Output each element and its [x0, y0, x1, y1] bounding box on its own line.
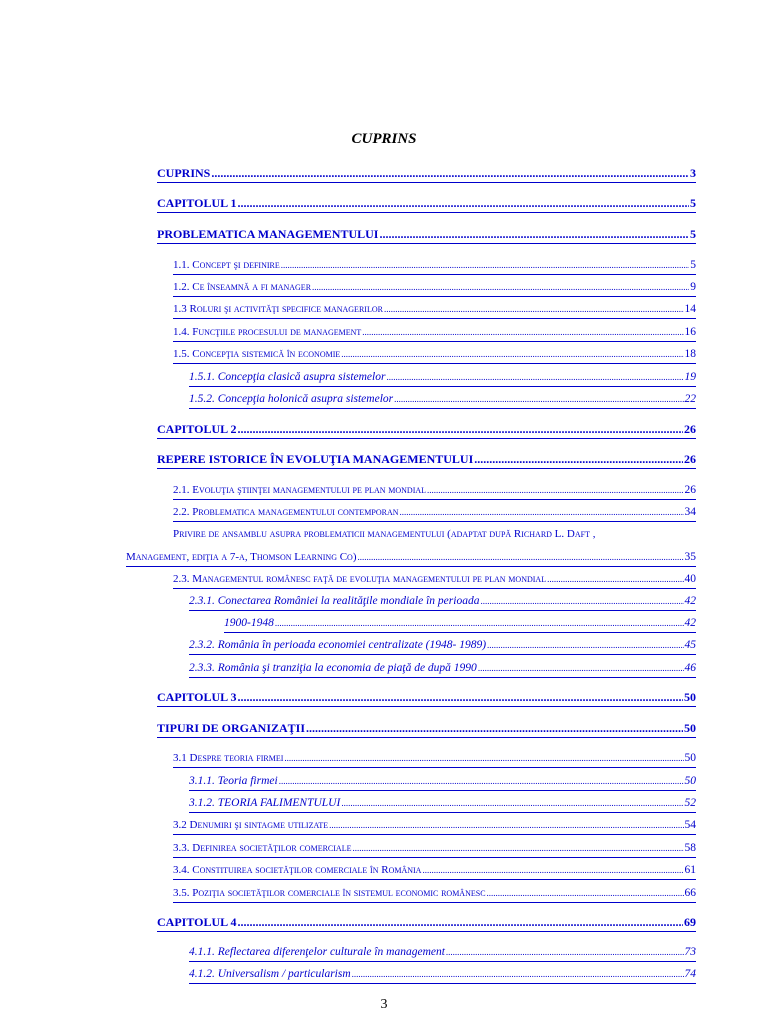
toc-entry-label: 3.3. Definirea societăţilor comerciale — [173, 842, 352, 854]
toc-entry-label: 3.4. Constituirea societăţilor comerciale în România — [173, 864, 422, 876]
toc-entry-label: 1.5. Concepţia sistemică în economie — [173, 348, 341, 360]
toc-entry-label: PROBLEMATICA MANAGEMENTULUI — [157, 227, 379, 241]
toc-dot-leader — [358, 549, 684, 566]
toc-entry-link[interactable] — [157, 421, 696, 439]
toc-entry-label: 2.3.3. România şi tranziţia la economia de piaţă de după 1990 — [189, 662, 477, 674]
toc-entry-page: 50 — [684, 690, 696, 704]
toc-entry-label: 1900-1948 — [224, 617, 274, 629]
toc-entry-page: 69 — [684, 915, 696, 929]
toc-entry-label: CAPITOLUL 1 — [157, 196, 237, 210]
toc-dot-leader — [474, 451, 683, 468]
toc-entry-link[interactable] — [189, 966, 696, 984]
toc-entry-link[interactable] — [173, 862, 696, 880]
toc-dot-leader — [487, 637, 683, 654]
toc-entry-link[interactable] — [157, 720, 696, 738]
toc-entry-page: 66 — [684, 887, 696, 899]
page-number: 3 — [380, 997, 388, 1012]
toc-entry-page: 26 — [684, 452, 696, 466]
toc-dot-leader — [394, 391, 683, 408]
toc-entry-link[interactable] — [173, 301, 696, 319]
toc-dot-leader — [341, 346, 683, 363]
toc-entry-page: 61 — [684, 864, 696, 876]
toc-entry-label: 2.3.2. România în perioada economiei centralizate (1948- 1989) — [189, 639, 487, 651]
toc-dot-leader — [487, 885, 684, 902]
toc-entry-link[interactable] — [173, 840, 696, 858]
toc-entry-page: 50 — [684, 752, 696, 764]
toc-entry-link[interactable] — [173, 885, 696, 903]
toc-entry-page: 52 — [684, 797, 696, 809]
toc-entry-link[interactable] — [173, 346, 696, 364]
toc-entry-label: 2.2. Problematica managementului contemporan — [173, 506, 399, 518]
toc-entry-link[interactable] — [189, 369, 696, 387]
toc-dot-leader — [352, 966, 684, 983]
toc-entry-link[interactable] — [173, 324, 696, 342]
toc-entry-page: 5 — [690, 227, 696, 241]
toc-dot-leader — [422, 862, 683, 879]
toc-entry-label: 3.1.2. TEORIA FALIMENTULUI — [189, 797, 341, 809]
toc-entry-page: 50 — [684, 721, 696, 735]
toc-entry-link[interactable] — [173, 279, 696, 297]
toc-dot-leader — [386, 369, 683, 386]
toc-dot-leader — [279, 773, 684, 790]
toc-dot-leader — [312, 279, 689, 296]
toc-entry-link[interactable] — [189, 391, 696, 409]
toc-title: CUPRINS — [351, 131, 417, 147]
toc-entry-label: 1.4. Funcţiile procesului de management — [173, 326, 362, 338]
toc-entry-page: 19 — [684, 371, 696, 383]
toc-dot-leader — [237, 421, 683, 438]
toc-entry-link[interactable] — [126, 549, 696, 567]
toc-entry-link[interactable] — [157, 689, 696, 707]
toc-entry-page: 26 — [684, 422, 696, 436]
toc-entry-label: Management, ediţia a 7-a, Thomson Learning Co) — [126, 551, 357, 563]
toc-entry-page: 50 — [684, 775, 696, 787]
toc-entry-page: 45 — [684, 639, 696, 651]
toc-entry-link[interactable] — [157, 914, 696, 932]
toc-entry-label: 2.1. Evoluţia ştiinţei managementului pe plan mondial — [173, 484, 427, 496]
toc-entry-page: 5 — [690, 196, 696, 210]
toc-dot-leader — [237, 195, 689, 212]
toc-entry-link[interactable] — [173, 482, 696, 500]
toc-dot-leader — [384, 301, 684, 318]
toc-entry-link[interactable] — [157, 165, 696, 183]
toc-dot-leader — [341, 795, 683, 812]
toc-dot-leader — [237, 689, 683, 706]
toc-entry-label: 3.5. Poziţia societăţilor comerciale în sistemul economic românesc — [173, 887, 486, 899]
toc-entry-page: 73 — [684, 946, 696, 958]
toc-dot-leader — [362, 324, 683, 341]
toc-entry-page: 26 — [684, 484, 696, 496]
toc-dot-leader — [427, 482, 683, 499]
toc-entry-page: 42 — [684, 617, 696, 629]
toc-entry-label: 3.1 Despre teoria firmei — [173, 752, 284, 764]
toc-entry-page: 34 — [684, 506, 696, 518]
toc-entry-link[interactable] — [157, 195, 696, 213]
toc-entry-link[interactable] — [224, 615, 696, 633]
toc-dot-leader — [446, 944, 684, 961]
toc-dot-leader — [211, 165, 689, 182]
toc-entry-label: CAPITOLUL 4 — [157, 915, 237, 929]
toc-entry-link[interactable] — [173, 750, 696, 768]
toc-dot-leader — [281, 257, 689, 274]
toc-entry-page: 5 — [690, 259, 696, 271]
toc-entry-label: 1.5.2. Concepţia holonică asupra sistemelor — [189, 393, 394, 405]
toc-entry-label: 1.3 Roluri şi activităţi specifice managerilor — [173, 303, 383, 315]
toc-dot-leader — [352, 840, 683, 857]
toc-entry-page: 9 — [690, 281, 696, 293]
toc-entry-page: 14 — [684, 303, 696, 315]
toc-dot-leader — [400, 504, 684, 521]
toc-entry-label: REPERE ISTORICE ÎN EVOLUŢIA MANAGEMENTULUI — [157, 452, 474, 466]
toc-dot-leader — [306, 720, 683, 737]
toc-entry-link[interactable] — [173, 571, 696, 589]
toc-entry-page: 54 — [684, 819, 696, 831]
toc-entry-page: 58 — [684, 842, 696, 854]
toc-entry-label: 1.5.1. Concepţia clasică asupra sistemelor — [189, 371, 386, 383]
toc-entry-page: 46 — [684, 662, 696, 674]
toc-dot-leader — [275, 615, 684, 632]
toc-text-line: Privire de ansamblu asupra problematicii managementului (adaptat după Richard L. Daft , — [173, 528, 596, 540]
toc-entry-label: CUPRINS — [157, 166, 211, 180]
toc-entry-label: CAPITOLUL 3 — [157, 690, 237, 704]
toc-entry-page: 40 — [684, 573, 696, 585]
toc-dot-leader — [480, 593, 683, 610]
toc-dot-leader — [547, 571, 683, 588]
toc-entry-label: 4.1.2. Universalism / particularism — [189, 968, 351, 980]
toc-entry-link[interactable] — [173, 257, 696, 275]
toc-entry-link[interactable] — [189, 795, 696, 813]
toc-dot-leader — [478, 660, 684, 677]
toc-entry-page: 16 — [684, 326, 696, 338]
toc-entry-label: 2.3. Managementul românesc faţă de evoluţia managementului pe plan mondial — [173, 573, 547, 585]
toc-entry-link[interactable] — [173, 817, 696, 835]
toc-entry-label: 1.2. Ce înseamnă a fi manager — [173, 281, 312, 293]
toc-dot-leader — [329, 817, 683, 834]
toc-entry-page: 22 — [684, 393, 696, 405]
toc-entry-link[interactable] — [189, 773, 696, 791]
toc-dot-leader — [284, 750, 683, 767]
toc-entry-page: 18 — [684, 348, 696, 360]
toc-entry-link[interactable] — [189, 660, 696, 678]
toc-entry-page: 35 — [684, 551, 696, 563]
toc-entry-label: 1.1. Concept şi definire — [173, 259, 280, 271]
toc-entry-label: 3.2 Denumiri şi sintagme utilizate — [173, 819, 329, 831]
toc-dot-leader — [237, 914, 683, 931]
toc-entry-link[interactable] — [189, 593, 696, 611]
toc-entry-link[interactable] — [157, 451, 696, 469]
toc-entry-link[interactable] — [189, 944, 696, 962]
toc-dot-leader — [379, 226, 689, 243]
toc-entry-page: 3 — [690, 166, 696, 180]
toc-entry-link[interactable] — [157, 226, 696, 244]
toc-entry-label: TIPURI DE ORGANIZAŢII — [157, 721, 306, 735]
toc-entry-label: CAPITOLUL 2 — [157, 422, 237, 436]
toc-entry-label: 3.1.1. Teoria firmei — [189, 775, 278, 787]
toc-entry-link[interactable] — [189, 637, 696, 655]
toc-entry-page: 74 — [684, 968, 696, 980]
toc-entry-label: 2.3.1. Conectarea României la realităţile mondiale în perioada — [189, 595, 480, 607]
toc-entry-link[interactable] — [173, 504, 696, 522]
toc-entry-page: 42 — [684, 595, 696, 607]
toc-entry-label: 4.1.1. Reflectarea diferenţelor culturale în management — [189, 946, 445, 958]
